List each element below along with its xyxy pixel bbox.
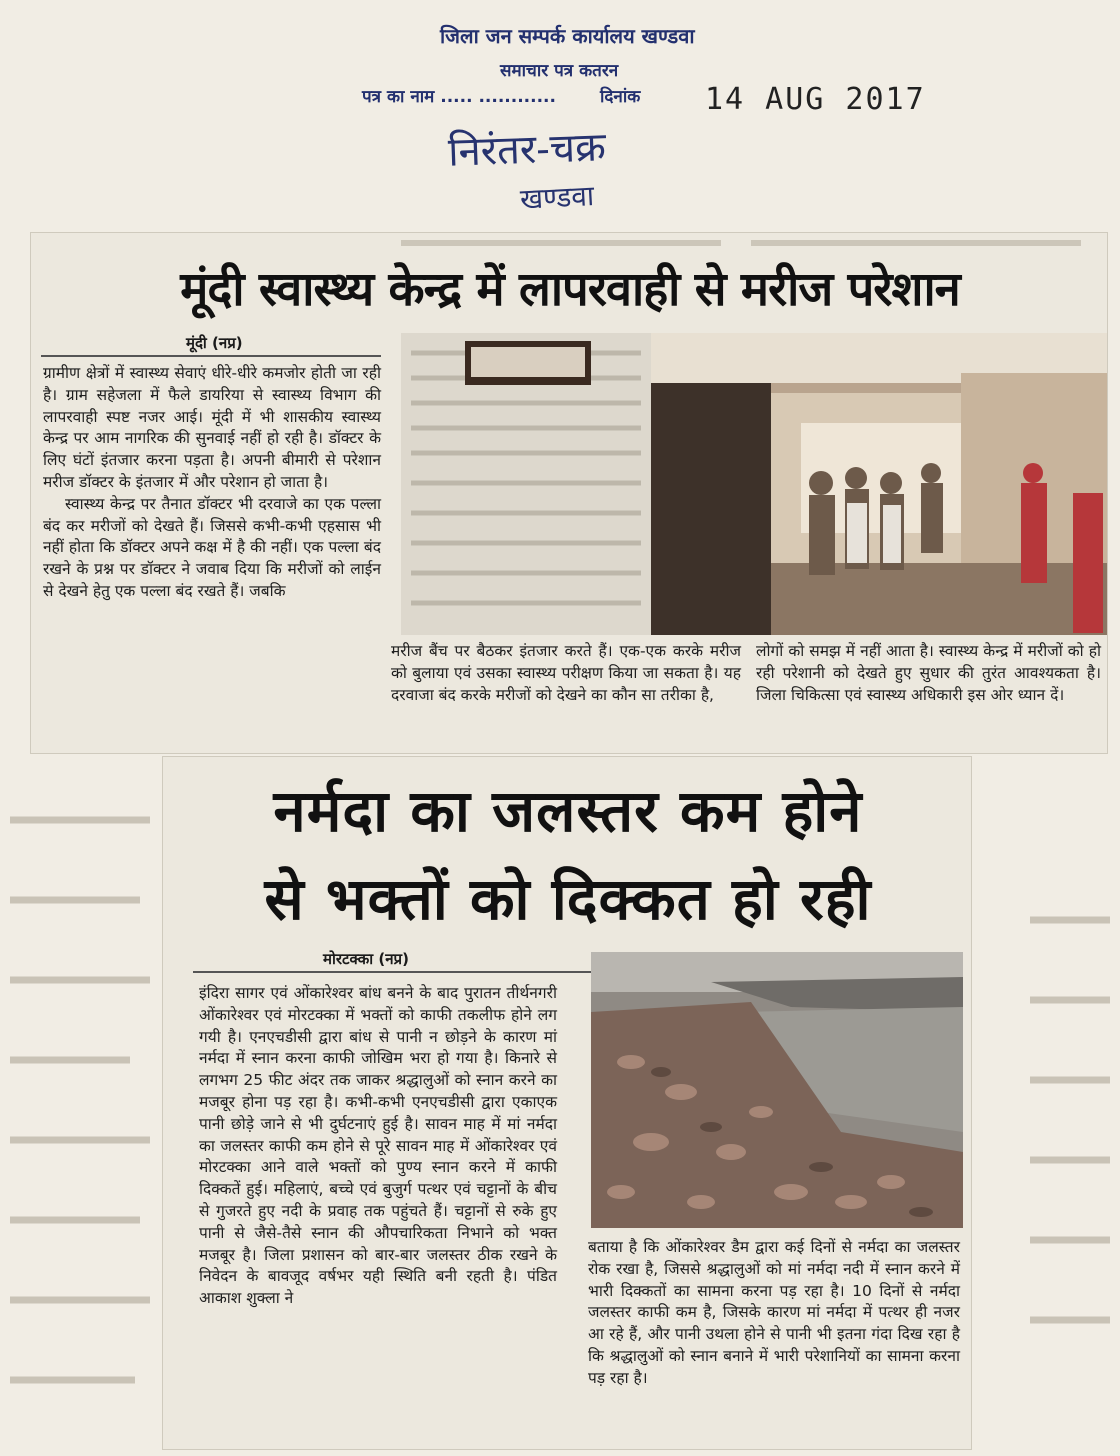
stamp-date: 14 AUG 2017 [705,82,926,117]
article-column-3: लोगों को समझ में नहीं आता है। स्वास्थ्य केन्द्र में मरीजों को हो रही परेशानी को देखते हुए सुधार की तुरंत आवश्यकता है। जिला चिकित्सा एवं स्वास्थ्य अधिकारी इस ओर ध्यान दें। [756,642,1101,704]
office-stamp-title: जिला जन सम्पर्क कार्यालय खण्डवा [440,24,695,48]
divider [193,971,593,973]
stamp-subtitle: समाचार पत्र कतरन [500,61,619,81]
news-clipping-narmada [162,756,972,1450]
article-column-1 [43,363,381,603]
paragraph: स्वास्थ्य केन्द्र पर तैनात डॉक्टर भी दरवाजे का एक पल्ला बंद कर मरीजों को देखते हैं। जिससे कभी-कभी एहसास भी नहीं होता कि डॉक्टर अपने कक्ष में है की नहीं। एक पल्ला बंद रखने के प्रश्न पर डॉक्टर ने जवाब दिया कि मरीजों को लाईन से देखने हेतु एक पल्ला बंद रखते हैं। जबकि [43,494,381,600]
headline-line-1: नर्मदा का जलस्तर कम होने [273,777,863,845]
handwritten-paper-name: निरंतर-चक्र [447,124,607,176]
dateline: मोरटक्का (नप्र) [323,950,409,968]
paper-name-label: पत्र का नाम ..... ............ [362,87,556,107]
hospital-corridor-photo [401,333,1108,635]
background-newsprint-right [1010,760,1120,1450]
article-column-2: मरीज बैंच पर बैठकर इंतजार करते हैं। एक-एक करके मरीज को बुलाया एवं उसका स्वास्थ्य परीक्षण किया जा सकता है। यह दरवाजा बंद करके मरीजों को देखने का कौन सा तरीका है, [391,642,741,704]
divider [41,355,381,357]
handwritten-city: खण्डवा [519,179,595,216]
date-label: दिनांक [600,87,641,107]
paragraph: ग्रामीण क्षेत्रों में स्वास्थ्य सेवाएं धीरे-धीरे कमजोर होती जा रही है। ग्राम सहेजला में फैले डायरिया से स्वास्थ्य विभाग की लापरवाही स्पष्ट नजर आई। मूंदी में भी शासकीय स्वास्थ्य केन्द्र पर आम नागरिक की सुनवाई नहीं हो रही है। डॉक्टर के लिए घंटों इंतजार करना पड़ता है। अपनी बीमारी से परेशान मरीज डॉक्टर के इंतजार में और परेशान हो जाता है। [43,364,381,491]
article-column-2: बताया है कि ओंकारेश्वर डैम द्वारा कई दिनों से नर्मदा का जलस्तर रोक रखा है, जिससे श्रद्धालुओं को मां नर्मदा नदी में स्नान करने में भारी दिक्कतों का सामना करना पड़ रहा है। 10 दिनों से नर्मदा जलस्तर काफी कम है, जिसके कारण मां नर्मदा में पत्थर ही नजर आ रहे हैं, और पानी उथला होने से पानी भी इतना गंदा दिख रहा है कि श्रद्धालुओं को स्नान बनाने में भारी परेशानियों का सामना करना पड़ रहा है। [588,1238,960,1387]
news-clipping-health-centre [30,232,1108,754]
headline: मूंदी स्वास्थ्य केन्द्र में लापरवाही से मरीज परेशान [180,262,960,317]
article-column-1: इंदिरा सागर एवं ओंकारेश्वर बांध बनने के बाद पुरातन तीर्थनगरी ओंकारेश्वर एवं मोरटक्का में भक्तों को काफी तकलीफ होने लग गयी है। एनएचडीसी द्वारा बांध से पानी न छोड़ने के कारण मां नर्मदा में स्नान करना काफी जोखिम भरा हो गया है। किनारे से लगभग 25 फीट अंदर तक जाकर श्रद्धालुओं को स्नान करने का मजबूर होना पड़ रहा है। कभी-कभी एनएचडीसी द्वारा एकाएक पानी छोड़े जाने से भी दुर्घटनाएं हुई है। सावन माह में मां नर्मदा का जलस्तर काफी कम होने से पूरे सावन माह में ओंकारेश्वर एवं मोरटक्का आने वाले भक्तों को पुण्य स्नान करने में काफी दिक्कतें हुई। महिलाएं, बच्चे एवं बुजुर्ग पत्थर एवं चट्टानों के बीच से गुजरते हुए नदी के प्रवाह तक पहुंचते हैं। चट्टानों से रुके हुए पानी से जैसे-तैसे स्नान की औपचारिकता निभाने को भक्त मजबूर है। जिला प्रशासन को बार-बार जलस्तर ठीक रखने के निवेदन के बावजूद वर्षभर यही स्थिति बनी रहती है। पंडित आकाश शुक्ला ने [199,984,557,1308]
headline-line-2: से भक्तों को दिक्कत हो रही [264,865,872,933]
background-newsprint-left [0,760,160,1450]
dateline: मूंदी (नप्र) [186,334,243,352]
riverbank-rocks-photo [591,952,963,1228]
